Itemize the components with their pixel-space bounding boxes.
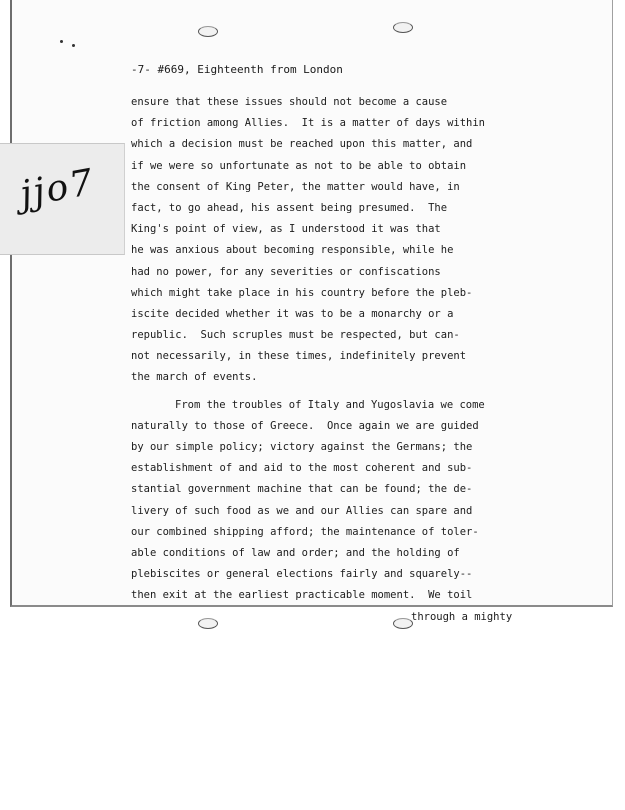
text-line: which might take place in his country before the pleb- bbox=[131, 286, 473, 299]
text-line: had no power, for any severities or confiscations bbox=[131, 265, 441, 278]
text-line: the consent of King Peter, the matter would have, in bbox=[131, 180, 460, 193]
text-line: plebiscites or general elections fairly and squarely-- bbox=[131, 568, 473, 581]
text-line: then exit at the earliest practicable moment. We toil bbox=[131, 589, 473, 602]
text-line: ensure that these issues should not become a cause bbox=[131, 96, 448, 108]
text-line: of friction among Allies. It is a matter of days within bbox=[131, 117, 486, 130]
text-line: livery of such food as we and our Allies can spare and bbox=[131, 504, 473, 517]
text-line: our combined shipping afford; the maintenance of toler- bbox=[131, 525, 479, 538]
speck bbox=[72, 44, 75, 47]
text-line: naturally to those of Greece. Once again we are guided bbox=[131, 419, 479, 432]
text-line: able conditions of law and order; and the holding of bbox=[131, 546, 460, 559]
punch-hole bbox=[393, 22, 413, 33]
text-line: he was anxious about becoming responsible, while he bbox=[131, 244, 454, 257]
text-line: by our simple policy; victory against the Germans; the bbox=[131, 441, 473, 453]
text-line: if we were so unfortunate as not to be able to obtain bbox=[131, 159, 467, 172]
text-line: not necessarily, in these times, indefinitely prevent bbox=[131, 350, 467, 363]
text-line: fact, to go ahead, his assent being presumed. The bbox=[131, 201, 448, 214]
handwritten-note: jjo7 bbox=[17, 161, 98, 216]
text-line: iscite decided whether it was to be a monarchy or a bbox=[131, 307, 454, 320]
text-line: through a mighty bbox=[411, 610, 513, 623]
text-line: the march of events. bbox=[131, 371, 258, 384]
punch-hole bbox=[198, 26, 218, 37]
text-line: which a decision must be reached upon this matter, and bbox=[131, 138, 473, 151]
page-header: -7- #669, Eighteenth from London bbox=[131, 63, 343, 76]
text-line: stantial government machine that can be found; the de- bbox=[131, 483, 473, 496]
speck bbox=[60, 40, 63, 43]
body-text bbox=[131, 92, 601, 628]
text-line: establishment of and aid to the most coherent and sub- bbox=[131, 462, 473, 475]
text-line: From the troubles of Italy and Yugoslavia we come bbox=[175, 398, 485, 411]
text-line: King's point of view, as I understood it was that bbox=[131, 223, 441, 236]
text-line: republic. Such scruples must be respected, but can- bbox=[131, 329, 460, 342]
